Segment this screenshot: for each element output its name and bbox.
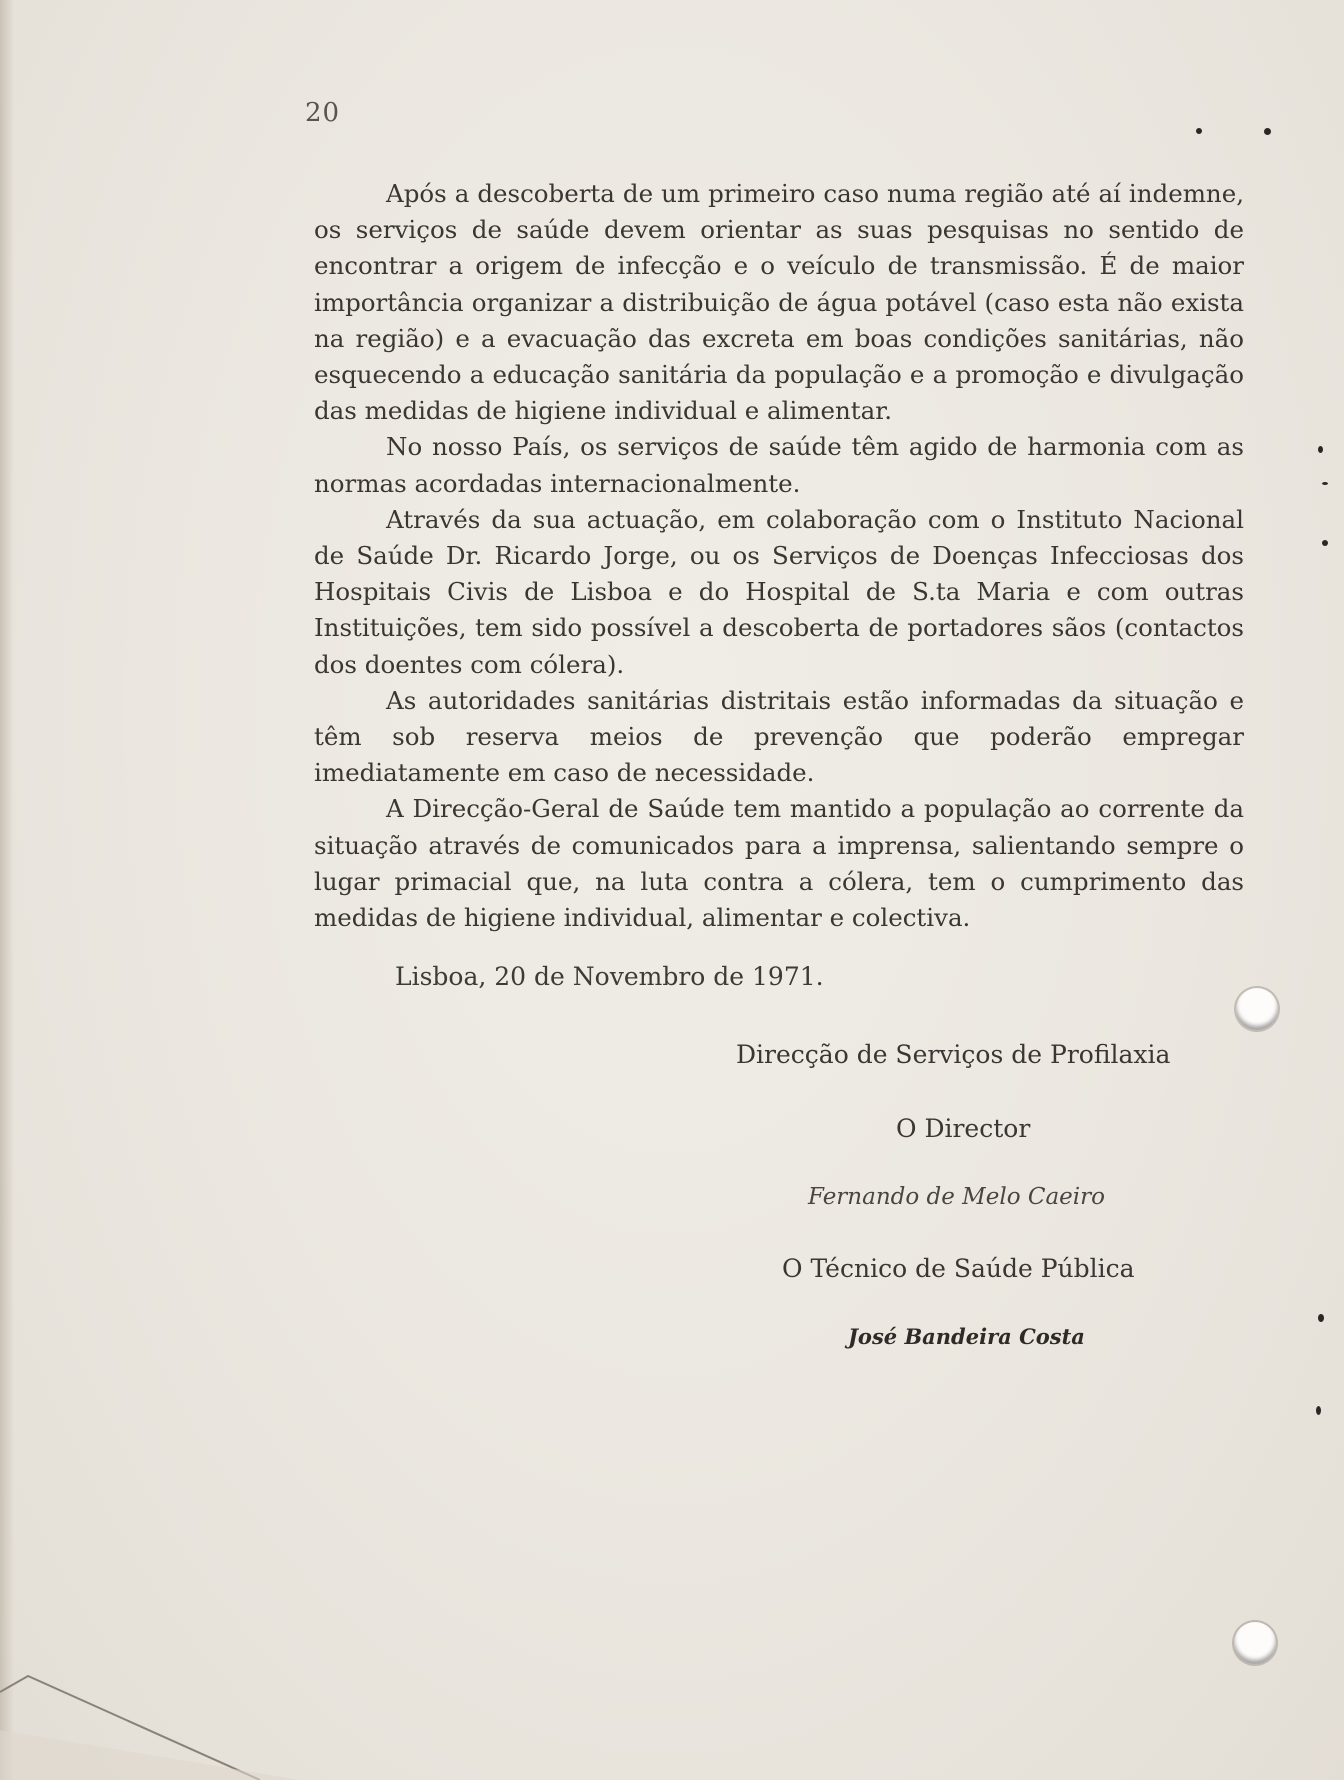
technician-title: O Técnico de Saúde Pública (782, 1254, 1135, 1283)
paragraph-5: A Direcção-Geral de Saúde tem mantido a população ao corrente da situação através de comunicados para a imprensa, salientando sempre o lugar primacial que, na luta contra a cólera, tem o cumprimento das medidas de higiene individual, alimentar e colectiva. (314, 794, 1244, 933)
ink-speck (1316, 1406, 1321, 1415)
ink-speck (1196, 128, 1202, 134)
ink-speck (1322, 540, 1328, 546)
crease-shadow (0, 1730, 300, 1780)
paragraph-1: Após a descoberta de um primeiro caso numa região até aí indemne, os serviços de saúde devem orientar as suas pesquisas no sentido de encontrar a origem de infecção e o veículo de transmissão. É de maior importância organizar a distribuição de água potável (caso esta não exista na região) e a evacuação das excreta em boas condições sanitárias, não esquecendo a educação sanitária da população e a promoção e divulgação das medidas de higiene individual e alimentar. (314, 179, 1244, 426)
ink-speck (1318, 446, 1323, 453)
department-name: Direcção de Serviços de Profilaxia (736, 1040, 1171, 1069)
punch-hole-lower (1234, 1622, 1276, 1664)
paragraph-3: Através da sua actuação, em colaboração com o Instituto Nacional de Saúde Dr. Ricardo Jorge, ou os Serviços de Doenças Infecciosas dos Hospitais Civis de Lisboa e do Hospital de S.ta Maria e com outras Instituições, tem sido possível a descoberta de portadores sãos (contactos dos doentes com cólera). (314, 504, 1244, 679)
ink-speck (1264, 128, 1271, 135)
page-edge-shadow (0, 0, 14, 1780)
place-and-date: Lisboa, 20 de Novembro de 1971. (395, 962, 824, 991)
ink-speck (1322, 482, 1328, 485)
punch-hole-upper (1236, 988, 1278, 1030)
paragraph-2: No nosso País, os serviços de saúde têm agido de harmonia com as normas acordadas internacionalmente. (314, 432, 1244, 498)
technician-signature: José Bandeira Costa (848, 1324, 1085, 1349)
paragraph-4: As autoridades sanitárias distritais estão informadas da situação e têm sob reserva meios de prevenção que poderão empregar imediatamente em caso de necessidade. (314, 685, 1244, 788)
page-number: 20 (305, 98, 341, 128)
ink-speck (1318, 1314, 1324, 1322)
body-text (314, 176, 1244, 936)
corner-crease (0, 1640, 300, 1780)
director-signature: Fernando de Melo Caeiro (808, 1184, 1105, 1210)
director-title: O Director (896, 1114, 1031, 1143)
